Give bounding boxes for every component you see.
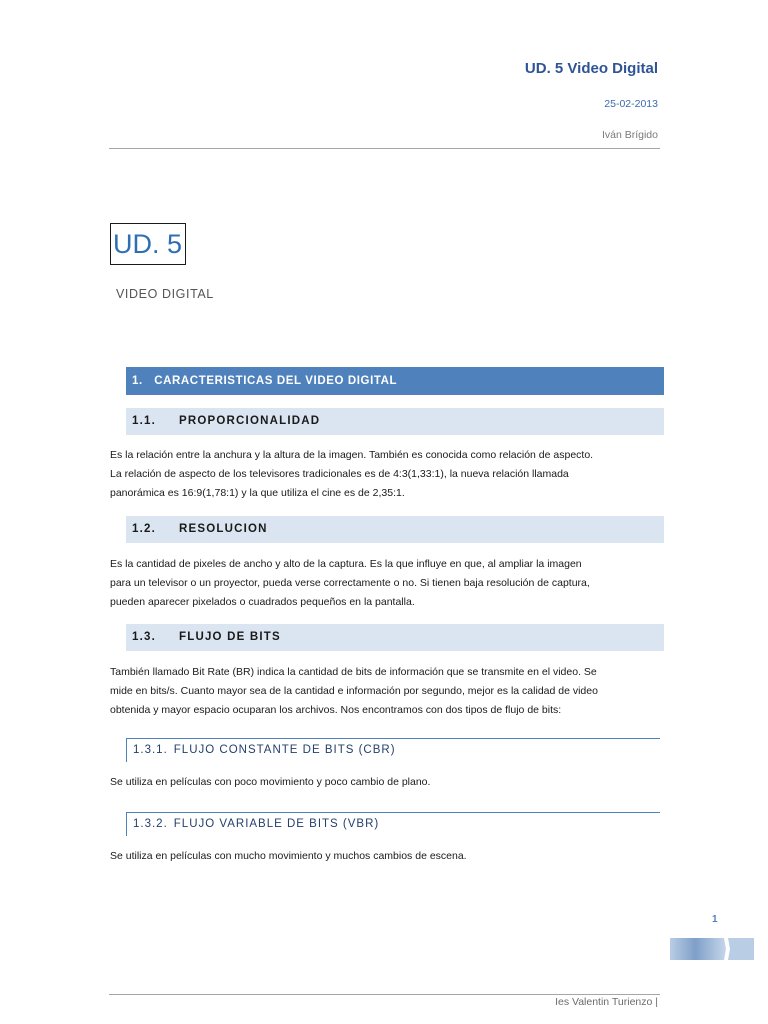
footer-divider <box>109 994 660 995</box>
page-tab-decoration-icon <box>668 936 756 962</box>
document-author: Iván Brígido <box>601 129 658 141</box>
heading-text: FLUJO VARIABLE DE BITS (VBR) <box>173 818 380 830</box>
paragraph-line: panorámica es 16:9(1,78:1) y la que utiliza el cine es de 2,35:1. <box>110 487 405 499</box>
heading-text: FLUJO DE BITS <box>179 631 281 643</box>
heading-number: 1.1. <box>132 415 156 427</box>
heading-number: 1.3.2. <box>133 818 168 830</box>
paragraph-vbr <box>110 847 666 866</box>
heading-number: 1.2. <box>132 523 156 535</box>
header-divider <box>109 148 660 149</box>
paragraph-proporcionalidad <box>110 446 666 503</box>
paragraph-line: Es la cantidad de pixeles de ancho y alto de la captura. Es la que influye en que, al ampliar la imagen <box>110 558 582 570</box>
heading-1-2-resolucion <box>126 516 664 543</box>
heading-text: FLUJO CONSTANTE DE BITS (CBR) <box>173 744 396 756</box>
paragraph-flujo-de-bits <box>110 663 666 720</box>
heading-number: 1.3.1. <box>133 744 168 756</box>
paragraph-cbr <box>110 773 666 792</box>
document-date: 25-02-2013 <box>604 98 658 110</box>
heading-text: RESOLUCION <box>179 523 268 535</box>
document-header-title: UD. 5 Video Digital <box>524 60 658 77</box>
paragraph-resolucion <box>110 555 666 612</box>
heading-1-3-2-vbr <box>126 812 660 836</box>
footer-institution: Ies Valentin Turienzo | <box>555 996 658 1008</box>
paragraph-line: para un televisor o un proyector, pueda verse correctamente o no. Si tienen baja resolución de captura, <box>110 577 590 589</box>
page-number: 1 <box>712 914 718 925</box>
heading-number: 1.3. <box>132 631 156 643</box>
heading-text: CARACTERISTICAS DEL VIDEO DIGITAL <box>154 375 398 387</box>
paragraph-line: obtenida y mayor espacio ocuparan los archivos. Nos encontramos con dos tipos de flujo de bits: <box>110 704 562 716</box>
heading-1-3-flujo-de-bits <box>126 624 664 651</box>
paragraph-line: También llamado Bit Rate (BR) indica la cantidad de bits de información que se transmite en el video. Se <box>110 666 597 678</box>
heading-1-3-1-cbr <box>126 738 660 762</box>
paragraph-line: Es la relación entre la anchura y la altura de la imagen. También es conocida como relación de aspecto. <box>110 449 594 461</box>
paragraph-line: La relación de aspecto de los televisores tradicionales es de 4:3(1,33:1), la nueva relación llamada <box>110 468 569 480</box>
unit-title-box: UD. 5 <box>110 223 186 265</box>
paragraph-line: Se utiliza en películas con poco movimiento y poco cambio de plano. <box>110 776 431 788</box>
unit-subtitle: VIDEO DIGITAL <box>116 287 214 301</box>
heading-number: 1. <box>132 375 143 387</box>
heading-1-caracteristicas <box>126 367 664 395</box>
heading-1-1-proporcionalidad <box>126 408 664 435</box>
paragraph-line: Se utiliza en películas con mucho movimiento y muchos cambios de escena. <box>110 850 467 862</box>
heading-text: PROPORCIONALIDAD <box>179 415 321 427</box>
paragraph-line: mide en bits/s. Cuanto mayor sea de la cantidad e información por segundo, mejor es la calidad de video <box>110 685 598 697</box>
paragraph-line: pueden aparecer pixelados o cuadrados pequeños en la pantalla. <box>110 596 415 608</box>
